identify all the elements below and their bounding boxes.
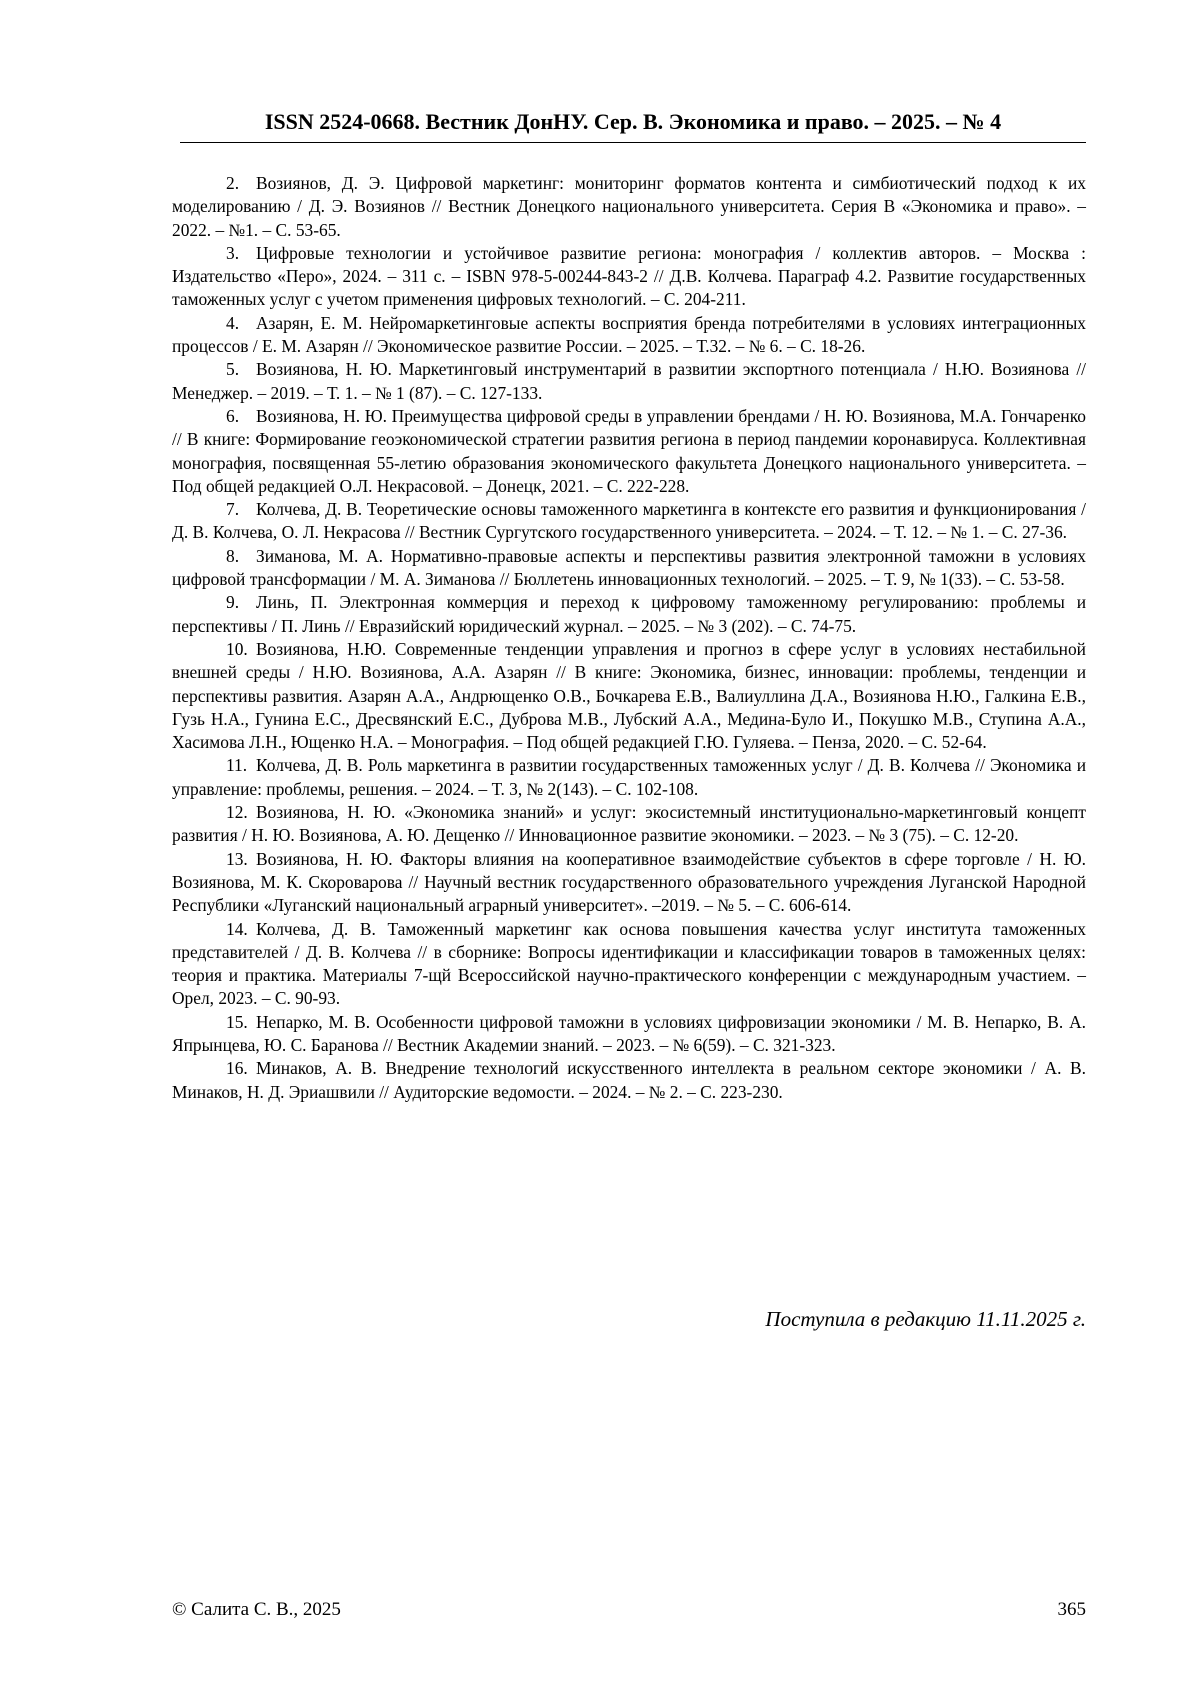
journal-header <box>180 108 1086 143</box>
reference-text: Непарко, М. В. Особенности цифровой таможни в условиях цифровизации экономики / М. В. Непарко, В. А. Япрынцева, Ю. С. Баранова // Вестник Академии знаний. – 2023. – № 6(59). – С. 321-323. <box>172 1011 1086 1055</box>
reference-number: 3. <box>226 242 240 263</box>
reference-item <box>172 312 1086 359</box>
page-number: 365 <box>1057 1599 1086 1620</box>
reference-text: Азарян, Е. М. Нейромаркетинговые аспекты восприятия бренда потребителями в условиях интеграционных процессов / Е. М. Азарян // Экономическое развитие России. – 2025. – Т.32. – № 6. – С. 18-26. <box>172 312 1086 357</box>
reference-number: 9. <box>226 592 240 613</box>
reference-number: 2. <box>226 173 240 193</box>
reference-number: 15. <box>226 1011 248 1032</box>
reference-text: Возиянова, Н. Ю. Преимущества цифровой среды в управлении брендами / Н. Ю. Возиянова, М.А. Гончаренко // В книге: Формирование геоэкономической стратегии развития региона в период пандемии коронавируса. Коллективная монография, посвященная 55-летию образования экономического факультета Донецкого национального университета. – Под общей редакцией О.Л. Некрасовой. – Донецк, 2021. – С. 222-228. <box>172 405 1086 496</box>
reference-number: 5. <box>226 359 240 380</box>
reference-number: 4. <box>226 312 240 333</box>
reference-text: Возиянова, Н. Ю. «Экономика знаний» и услуг: экосистемный институционально-маркетинговый концепт развития / Н. Ю. Возиянова, А. Ю. Дещенко // Инновационное развитие экономики. – 2023. – № 3 (75). – С. 12-20. <box>172 802 1086 846</box>
reference-item <box>172 172 1086 242</box>
reference-text: Колчева, Д. В. Теоретические основы таможенного маркетинга в контексте его развития и функционирования /Д. В. Колчева, О. Л. Некрасова // Вестник Сургутского государственного университета. – 2024. – Т. 12. – № 1. – С. 27-36. <box>172 499 1086 543</box>
reference-text: Колчева, Д. В. Роль маркетинга в развитии государственных таможенных услуг / Д. В. Колчева // Экономика и управление: проблемы, решения. – 2024. – Т. 3, № 2(143). – С. 102-108. <box>172 755 1086 799</box>
reference-number: 8. <box>226 545 240 566</box>
reference-text: Минаков, А. В. Внедрение технологий искусственного интеллекта в реальном секторе экономики / А. В. Минаков, Н. Д. Эриашвили // Аудиторские ведомости. – 2024. – № 2. – С. 223-230. <box>172 1058 1086 1102</box>
reference-number: 11. <box>226 755 248 776</box>
reference-item <box>172 498 1086 545</box>
reference-text: Возиянов, Д. Э. Цифровой маркетинг: мониторинг форматов контента и симбиотический подход к их моделированию / Д. Э. Возиянов // Вестник Донецкого национального университета. Серия В «Экономика и право». – 2022. – №1. – С. 53-65. <box>172 173 1086 240</box>
reference-item <box>172 1011 1086 1058</box>
reference-item <box>172 545 1086 592</box>
reference-text: Линь, П. Электронная коммерция и переход к цифровому таможенному регулированию: проблемы и перспективы / П. Линь // Евразийский юридический журнал. – 2025. – № 3 (202). – С. 74-75. <box>172 592 1086 636</box>
reference-item <box>172 591 1086 638</box>
reference-number: 12. <box>226 802 248 823</box>
reference-item <box>172 405 1086 498</box>
reference-text: Возиянова, Н. Ю. Факторы влияния на кооперативное взаимодействие субъектов в сфере торговле / Н. Ю. Возиянова, М. К. Скороварова // Научный вестник государственного образовательного учреждения Луганской Народной Республики «Луганский национальный аграрный университет». –2019. – № 5. – С. 606-614. <box>172 848 1086 916</box>
reference-text: Возиянова, Н.Ю. Современные тенденции управления и прогноз в сфере услуг в условиях нестабильной внешней среды / Н.Ю. Возиянова, А.А. Азарян // В книге: Экономика, бизнес, инновации: проблемы, тенденции и перспективы развития. Азарян А.А., Андрющенко О.В., Бочкарева Е.В., Валиуллина Д.А., Возиянова Н.Ю., Галкина Е.В., Гузь Н.А., Гунина Е.С., Дресвянский Е.С., Дуброва М.В., Лубский А.А., Медина-Було И., Покушко М.В., Ступина А.А., Хасимова Л.Н., Ющенко Н.А. – Монография. – Под общей редакцией Г.Ю. Гуляева. – Пенза, 2020. – С. 52-64. <box>172 638 1086 753</box>
reference-item <box>172 918 1086 1011</box>
reference-number: 13. <box>226 848 248 869</box>
reference-list <box>172 172 1086 1104</box>
reference-text: Колчева, Д. В. Таможенный маркетинг как основа повышения качества услуг института таможенных представителей / Д. В. Колчева // в сборнике: Вопросы идентификации и классификации товаров в таможенных целях: теория и практика. Материалы 7-щй Всероссийской научно-практического конференции с международным участием. – Орел, 2023. – С. 90-93. <box>172 918 1086 1009</box>
reference-text: Возиянова, Н. Ю. Маркетинговый инструментарий в развитии экспортного потенциала / Н.Ю. Возиянова // Менеджер. – 2019. – Т. 1. – № 1 (87). – С. 127-133. <box>172 359 1086 403</box>
footer-copyright: © Салита С. В., 2025 <box>172 1599 341 1620</box>
reference-number: 10. <box>226 638 248 659</box>
reference-item <box>172 848 1086 918</box>
journal-header-title: ISSN 2524-0668. Вестник ДонНУ. Сер. В. Экономика и право. – 2025. – № 4 <box>264 109 1002 134</box>
reference-text: Цифровые технологии и устойчивое развитие региона: монография / коллектив авторов. – Москва : Издательство «Перо», 2024. – 311 с. – ISBN 978-5-00244-843-2 // Д.В. Колчева. Параграф 4.2. Развитие государственных таможенных услуг с учетом применения цифровых технологий. – С. 204-211. <box>172 242 1086 310</box>
reference-item <box>172 358 1086 405</box>
reference-number: 7. <box>226 499 240 520</box>
received-date: Поступила в редакцию 11.11.2025 г. <box>765 1307 1086 1331</box>
reference-item <box>172 638 1086 754</box>
reference-item <box>172 1057 1086 1104</box>
reference-item <box>172 754 1086 801</box>
reference-text: Зиманова, М. А. Нормативно-правовые аспекты и перспективы развития электронной таможни в условиях цифровой трансформации / М. А. Зиманова // Бюллетень инновационных технологий. – 2025. – Т. 9, № 1(33). – С. 53-58. <box>172 545 1086 590</box>
reference-item <box>172 242 1086 312</box>
reference-number: 16. <box>226 1058 248 1079</box>
reference-number: 14. <box>226 918 248 939</box>
reference-item <box>172 801 1086 848</box>
reference-number: 6. <box>226 405 240 426</box>
